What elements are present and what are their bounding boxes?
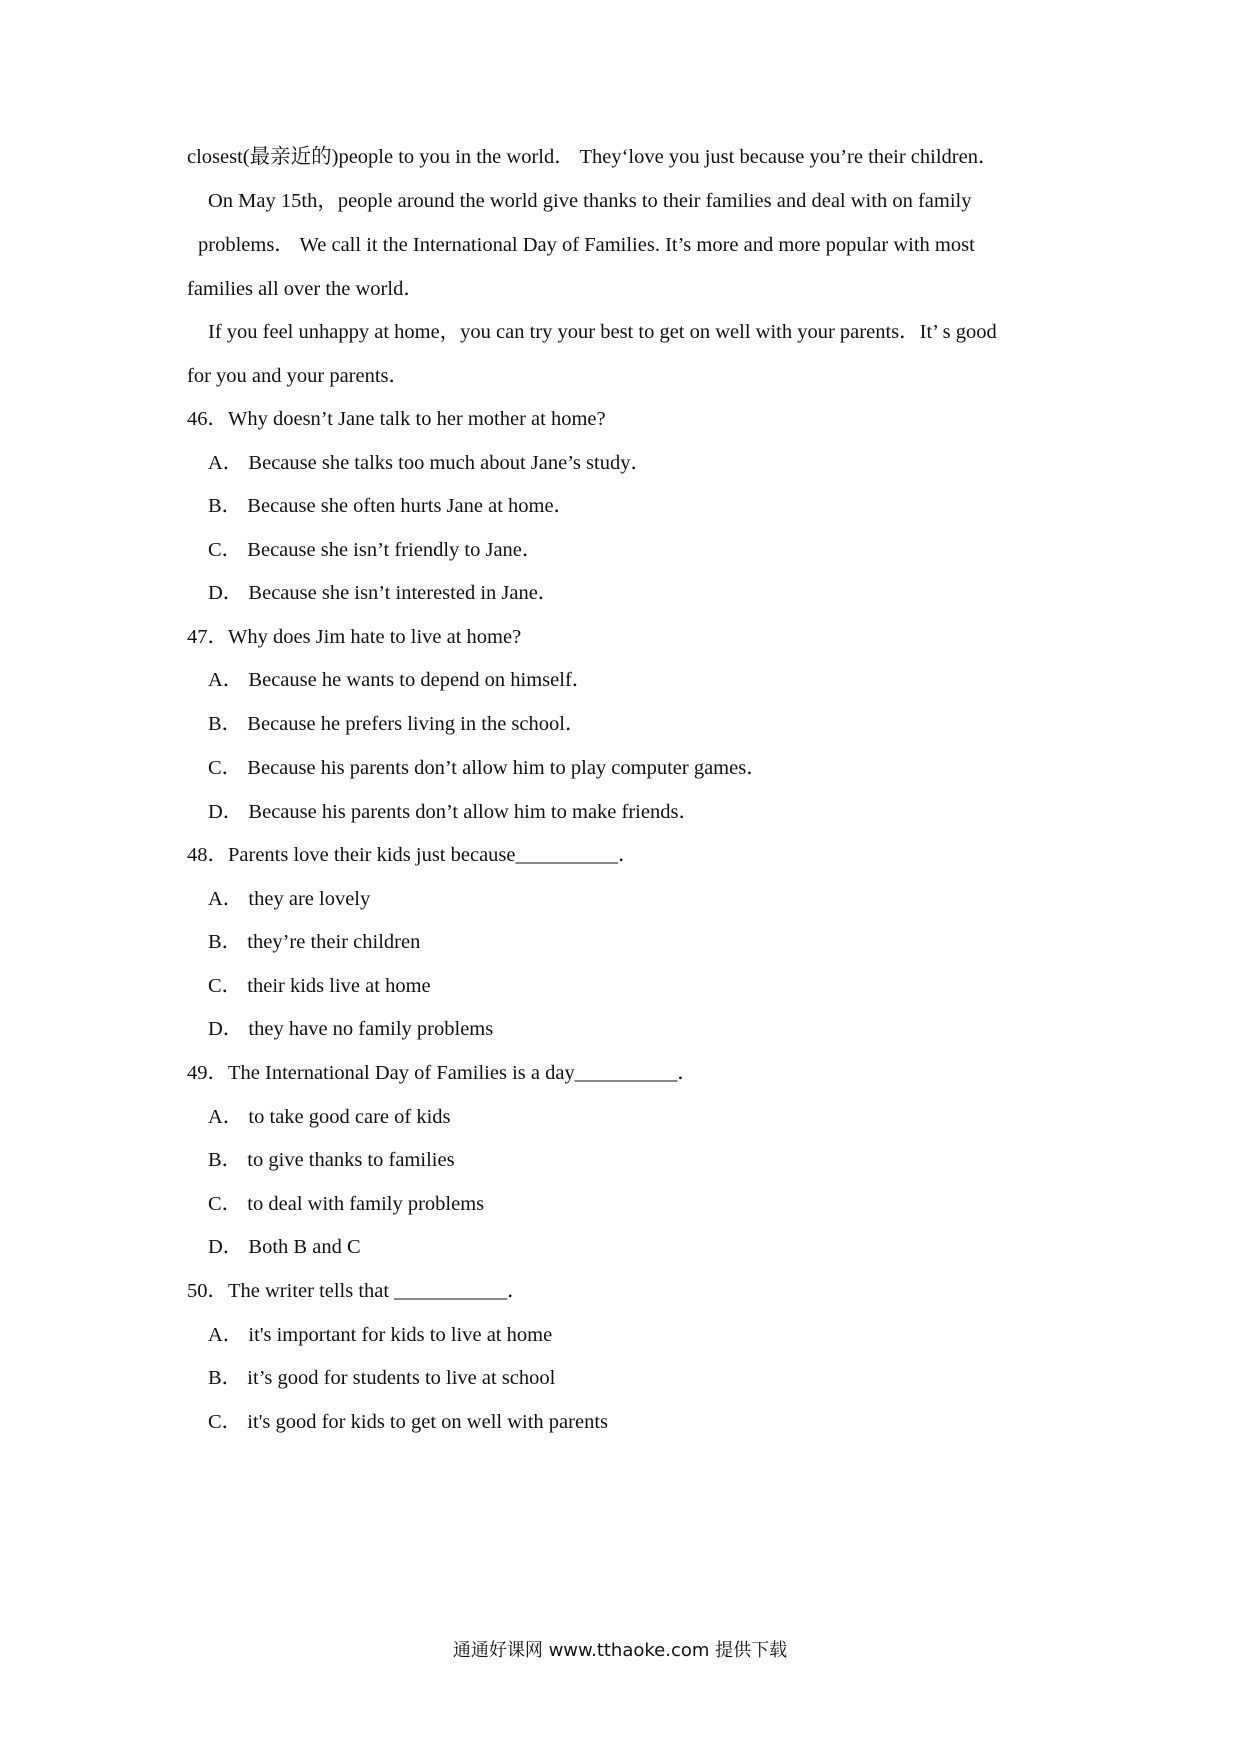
- passage-line: for you and your parents．: [187, 365, 410, 387]
- answer-option: D． Both B and C: [208, 1236, 361, 1258]
- answer-option: A． to take good care of kids: [208, 1106, 451, 1128]
- answer-option: B． they’re their children: [208, 931, 421, 953]
- answer-option: C． Because she isn’t friendly to Jane．: [208, 539, 543, 561]
- passage-line: closest(最亲近的)people to you in the world． They‘love you just because you’re their children．: [187, 146, 999, 168]
- question-stem: 46．Why doesn’t Jane talk to her mother at home?: [187, 408, 606, 430]
- passage-line: problems． We call it the International Day of Families. It’s more and more popular with most: [198, 234, 975, 256]
- answer-option: D． Because his parents don’t allow him to make friends．: [208, 801, 699, 823]
- answer-option: B． it’s good for students to live at school: [208, 1367, 556, 1389]
- answer-option: A． Because she talks too much about Jane’s study．: [208, 452, 651, 474]
- question-stem: 48．Parents love their kids just because__________．: [187, 844, 639, 866]
- answer-option: B． Because she often hurts Jane at home．: [208, 495, 575, 517]
- answer-option: D． Because she isn’t interested in Jane．: [208, 582, 559, 604]
- question-stem: 47．Why does Jim hate to live at home?: [187, 626, 522, 648]
- answer-option: A． Because he wants to depend on himself．: [208, 669, 593, 691]
- passage-line: If you feel unhappy at home，you can try your best to get on well with your parents．It’ s good: [208, 321, 997, 343]
- passage-line: families all over the world．: [187, 278, 424, 300]
- page-footer: 通通好课网 www.tthaoke.com 提供下载: [452, 1640, 788, 1661]
- answer-option: C． Because his parents don’t allow him to play computer games．: [208, 757, 767, 779]
- answer-option: C． their kids live at home: [208, 975, 431, 997]
- question-stem: 50．The writer tells that ___________．: [187, 1280, 528, 1302]
- answer-option: B． to give thanks to families: [208, 1149, 455, 1171]
- answer-option: A． it's important for kids to live at home: [208, 1324, 553, 1346]
- answer-option: D． they have no family problems: [208, 1018, 494, 1040]
- answer-option: C． it's good for kids to get on well with parents: [208, 1411, 608, 1433]
- passage-line: On May 15th，people around the world give thanks to their families and deal with on family: [208, 190, 972, 212]
- answer-option: C． to deal with family problems: [208, 1193, 485, 1215]
- answer-option: A． they are lovely: [208, 888, 371, 910]
- answer-option: B． Because he prefers living in the school．: [208, 713, 586, 735]
- question-stem: 49．The International Day of Families is a day__________．: [187, 1062, 698, 1084]
